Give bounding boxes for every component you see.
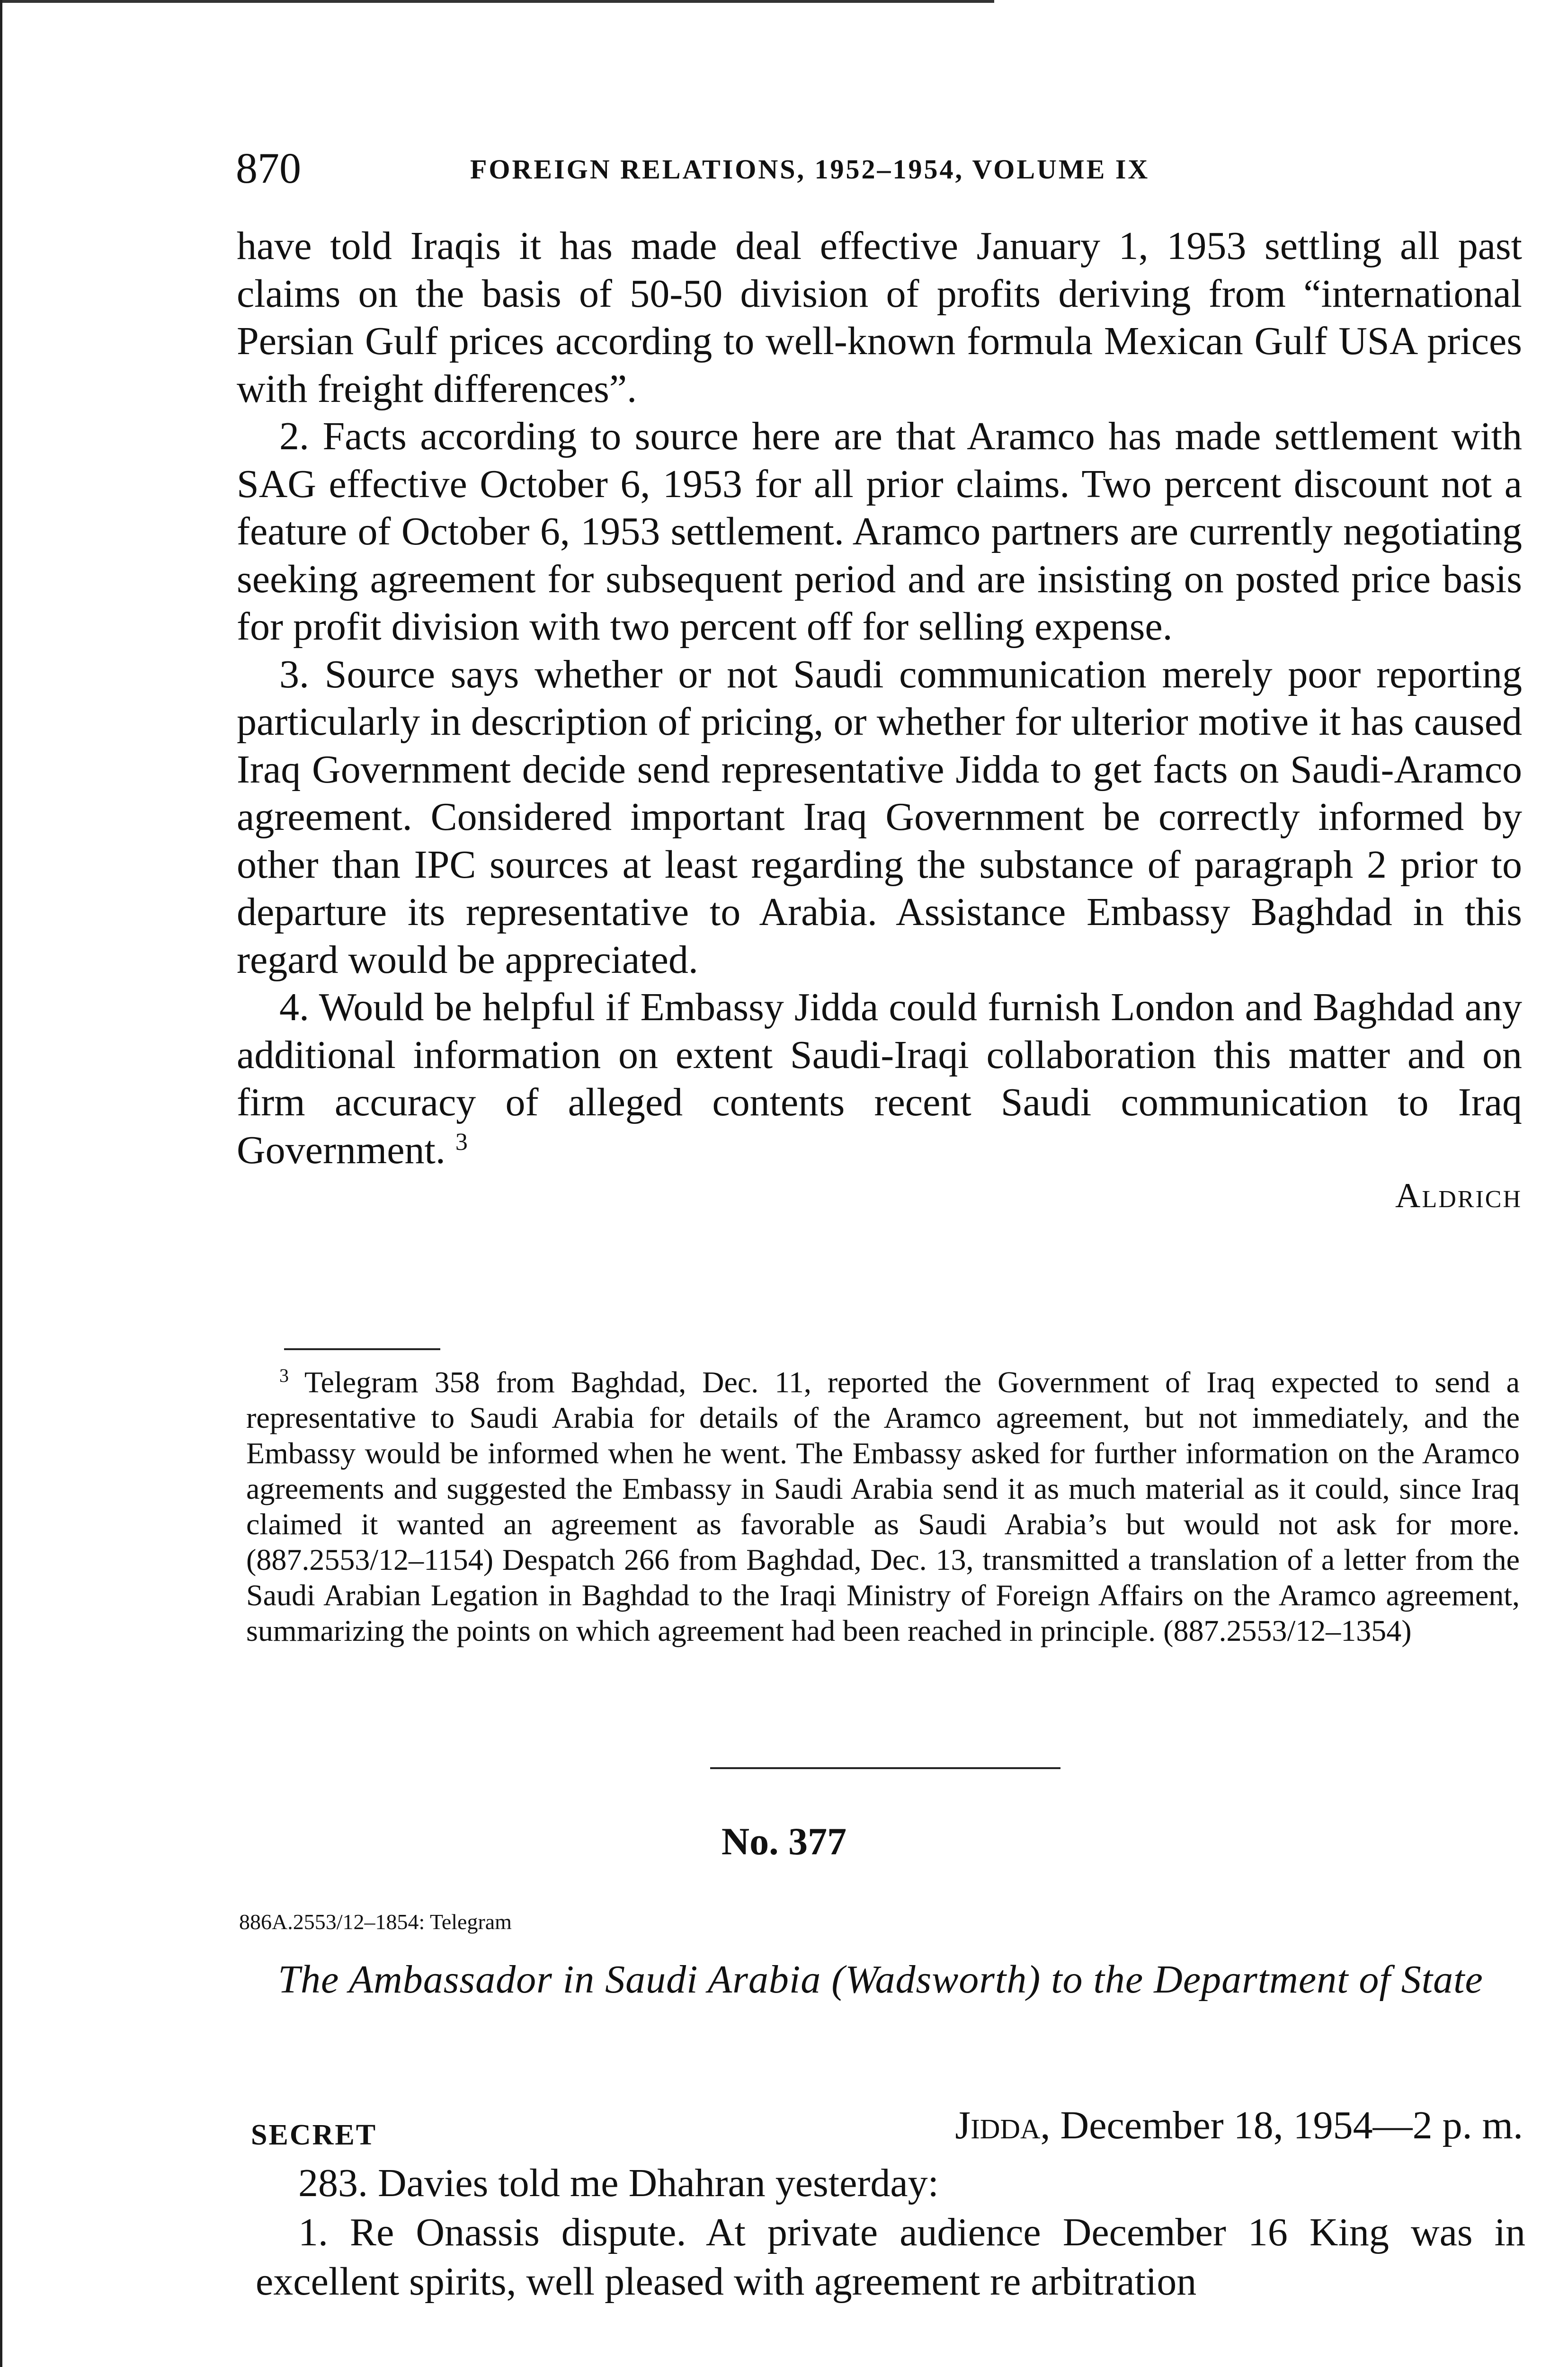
paragraph-4 [237, 984, 1522, 1174]
dateline [955, 2102, 1523, 2149]
telegram-paragraph-1: 1. Re Onassis dispute. At private audience December 16 King was in excellent spirits, well pleased with agreement re arbitration [256, 2210, 1525, 2304]
section-divider [710, 1767, 1060, 1769]
document-377-body [256, 2159, 1525, 2306]
dateline-place: Jidda [955, 2103, 1041, 2147]
scan-top-edge [0, 0, 994, 3]
classification-label: SECRET [251, 2119, 377, 2151]
document-title: The Ambassador in Saudi Arabia (Wadsworth) to the Department of State [278, 1958, 1483, 2002]
dateline-date: , December 18, 1954—2 p. m. [1040, 2103, 1523, 2147]
paragraph-4-text: 4. Would be helpful if Embassy Jidda could furnish London and Baghdad any additional information on extent Saudi-Iraqi collaboration this matter and on firm accuracy of alleged contents recent Saudi communication to Iraq Government. [237, 985, 1522, 1172]
page-number: 870 [236, 144, 301, 192]
paragraph-2: 2. Facts according to source here are that Aramco has made settlement with SAG effective October 6, 1953 for all prior claims. Two percent discount not a feature of October 6, 1953 settlement. Aramco partners are currently negotiating seeking agreement for subsequent period and are insisting on posted price basis for profit division with two percent off for selling expense. [237, 414, 1522, 649]
page-header [236, 142, 1514, 194]
running-head: FOREIGN RELATIONS, 1952–1954, VOLUME IX [470, 154, 1150, 185]
footnote-divider [284, 1348, 440, 1350]
footnote-reference[interactable]: 3 [455, 1128, 468, 1156]
signature: Aldrich [1395, 1176, 1522, 1215]
footnote-marker: 3 [279, 1365, 289, 1386]
scan-left-edge [0, 0, 2, 2367]
footnote [246, 1364, 1520, 1648]
footnote-text: Telegram 358 from Baghdad, Dec. 11, reported the Government of Iraq expected to send a representative to Saudi Arabia for details of the Aramco agreement, but not immediately, and the Embassy would be informed when he went. The Embassy asked for further information on the Aramco agreements and suggested the Embassy in Saudi Arabia send it as much material as it could, since Iraq claimed it wanted an agreement as favorable as Saudi Arabia’s but would not ask for more. (887.2553/12–1154) Despatch 266 from Baghdad, Dec. 13, transmitted a translation of a letter from the Saudi Arabian Legation in Baghdad to the Iraqi Ministry of Foreign Affairs on the Aramco agreement, summarizing the points on which agreement had been reached in principle. (887.2553/12–1354) [246, 1365, 1520, 1647]
paragraph-continuation: have told Iraqis it has made deal effective January 1, 1953 settling all past claims on the basis of 50-50 division of profits deriving from “international Persian Gulf prices according to well-known formula Mexican Gulf USA prices with freight differences”. [237, 224, 1522, 411]
paragraph-3: 3. Source says whether or not Saudi communication merely poor reporting particularly in description of pricing, or whether for ulterior motive it has caused Iraq Government decide send representative Jidda to get facts on Saudi-Aramco agreement. Considered important Iraq Government be correctly informed by other than IPC sources at least regarding the substance of paragraph 2 prior to departure its representative to Arabia. Assistance Embassy Baghdad in this regard would be appreciated. [237, 652, 1522, 982]
body-text [237, 222, 1522, 1219]
document-number: No. 377 [721, 1820, 847, 1863]
telegram-opening: 283. Davies told me Dhahran yesterday: [298, 2161, 939, 2205]
document-file-id: 886A.2553/12–1854: Telegram [239, 1910, 512, 1934]
